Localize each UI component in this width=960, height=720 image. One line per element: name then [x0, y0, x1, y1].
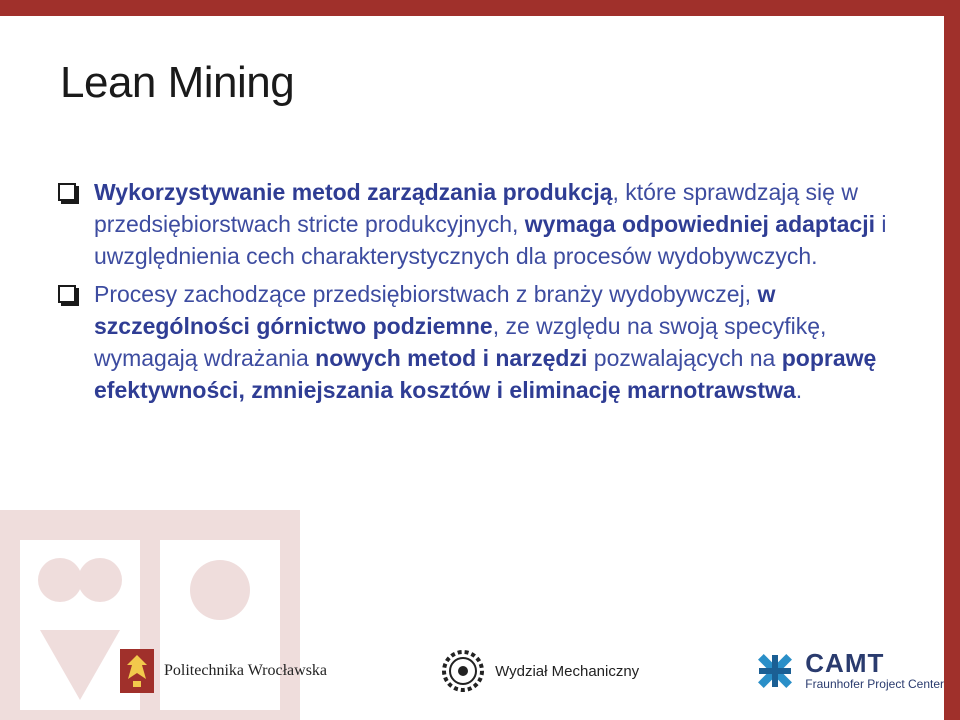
- snowflake-cross-icon: [753, 649, 797, 693]
- logo-camt: [753, 649, 944, 693]
- bullet-text-regular: pozwalających na: [587, 345, 782, 371]
- bullet-text-regular: i uwzględnienia cech charakterystycznych dla procesów wydobywczych.: [94, 211, 887, 269]
- checkbox-bullet-icon: [58, 285, 76, 303]
- bullet-text: [94, 281, 876, 403]
- bullet-text-bold: wymaga odpowiedniej adaptacji: [524, 211, 875, 237]
- slide-title: Lean Mining: [60, 58, 295, 107]
- logo-politechnika: [120, 649, 327, 693]
- right-accent-bar: [944, 0, 960, 720]
- bullet-list: [58, 176, 888, 412]
- logo-wydzial-text: Wydział Mechaniczny: [495, 662, 640, 680]
- top-accent-bar: [0, 0, 960, 16]
- logo-wydzial: [441, 649, 639, 693]
- gear-emblem-icon: [441, 649, 485, 693]
- bullet-text-bold: poprawę efektywności, zmniejszania kosztów i eliminację marnotrawstwa: [94, 345, 877, 403]
- bullet-text-regular: , ze względu na swoją specyfikę, wymagają wdrażania: [94, 313, 827, 371]
- logo-camt-name: CAMT: [805, 648, 885, 678]
- checkbox-bullet-icon: [58, 183, 76, 201]
- bullet-item: [58, 278, 888, 406]
- bullet-text: [94, 179, 887, 269]
- bullet-text-regular: , które sprawdzają się w przedsiębiorstwach stricte produkcyjnych,: [94, 179, 858, 237]
- logo-politechnika-text: Politechnika Wrocławska: [164, 662, 328, 679]
- bullet-text-regular: Procesy zachodzące przedsiębiorstwach z branży wydobywczej,: [94, 281, 758, 307]
- logo-camt-subtitle: Fraunhofer Project Center: [805, 677, 944, 691]
- bullet-item: [58, 176, 888, 272]
- bullet-text-bold: w szczególności górnictwo podziemne: [94, 281, 776, 339]
- eagle-crest-icon: [120, 649, 154, 693]
- bullet-text-bold: Wykorzystywanie metod zarządzania produkcją: [94, 179, 613, 205]
- footer-logos: [120, 632, 944, 720]
- bullet-text-bold: nowych metod i narzędzi: [315, 345, 588, 371]
- bullet-text-regular: .: [795, 377, 803, 403]
